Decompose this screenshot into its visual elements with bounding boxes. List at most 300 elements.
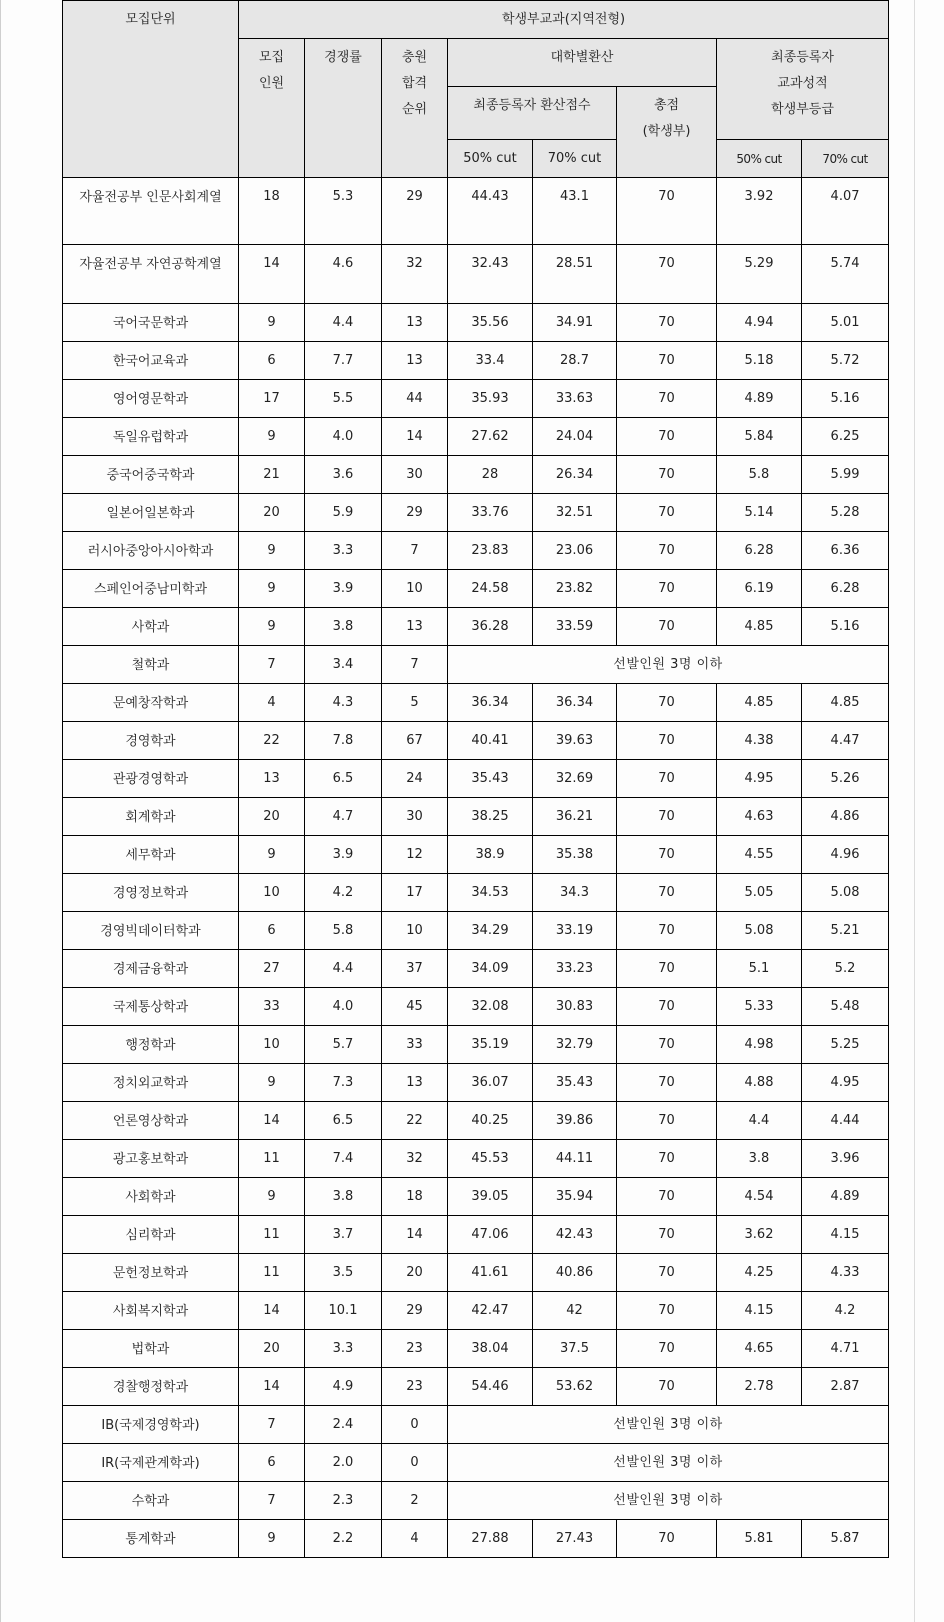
cell-total — [617, 1330, 717, 1368]
cell-total — [617, 418, 717, 456]
cell-total — [617, 684, 717, 722]
cell-dept — [63, 646, 239, 684]
cell-dept-text: IR(국제관계학과) — [101, 1456, 200, 1471]
cell-dept — [63, 1064, 239, 1102]
cell-c70 — [533, 1064, 617, 1102]
cell-comp — [305, 1330, 382, 1368]
cell-recruit-text: 14 — [263, 1113, 280, 1128]
table-row — [63, 245, 889, 304]
cell-dept-text: 자율전공부 자연공학계열 — [79, 257, 222, 272]
cell-c70-text: 42.43 — [555, 1227, 594, 1242]
cell-dept — [63, 1482, 239, 1520]
cell-comp-text: 5.7 — [332, 1037, 354, 1052]
cell-c70 — [533, 1330, 617, 1368]
cell-c50 — [448, 1026, 533, 1064]
cell-wait — [382, 1292, 448, 1330]
cell-c70-text: 39.86 — [555, 1113, 594, 1128]
cell-c50-text: 39.05 — [471, 1189, 509, 1204]
cell-c70-text: 32.69 — [555, 771, 594, 786]
cell-recruit — [239, 1178, 305, 1216]
cell-g50-text: 4.85 — [744, 695, 774, 710]
cell-c70 — [533, 722, 617, 760]
cell-recruit — [239, 1102, 305, 1140]
cell-g50-text: 6.28 — [744, 543, 774, 558]
cell-g70-text: 5.21 — [830, 923, 860, 938]
cell-recruit-text: 20 — [263, 809, 280, 824]
cell-g70 — [802, 608, 889, 646]
cell-g50-text: 5.81 — [744, 1531, 774, 1546]
admission-results-table — [62, 0, 889, 1558]
cell-recruit — [239, 456, 305, 494]
cell-c50-text: 47.06 — [471, 1227, 509, 1242]
cell-recruit — [239, 988, 305, 1026]
cell-c50 — [448, 532, 533, 570]
cell-comp-text: 7.8 — [332, 733, 354, 748]
cell-c70 — [533, 494, 617, 532]
cell-c50-text: 27.88 — [471, 1531, 509, 1546]
cell-recruit — [239, 1444, 305, 1482]
cell-wait — [382, 456, 448, 494]
cell-total — [617, 494, 717, 532]
cell-c70-text: 33.19 — [555, 923, 594, 938]
cell-comp — [305, 988, 382, 1026]
cell-g70-text: 6.25 — [830, 429, 860, 444]
cell-wait-text: 45 — [406, 999, 423, 1014]
cell-recruit-text: 9 — [267, 1075, 276, 1090]
cell-comp-text: 4.2 — [332, 885, 354, 900]
cell-wait — [382, 988, 448, 1026]
cell-comp — [305, 380, 382, 418]
cell-dept — [63, 874, 239, 912]
cell-dept-text: 사학과 — [131, 620, 170, 635]
cell-c70 — [533, 988, 617, 1026]
cell-wait — [382, 570, 448, 608]
cell-recruit — [239, 178, 305, 245]
cell-c70 — [533, 380, 617, 418]
page-left-border — [0, 0, 1, 1622]
cell-comp — [305, 245, 382, 304]
cell-c70 — [533, 684, 617, 722]
cell-comp-text: 3.3 — [332, 543, 354, 558]
cell-dept-text: 경제금융학과 — [112, 962, 189, 977]
cell-c70 — [533, 1254, 617, 1292]
cell-wait-text: 37 — [406, 961, 423, 976]
table-row — [63, 646, 889, 684]
cell-g50 — [717, 1178, 802, 1216]
cell-dept — [63, 1216, 239, 1254]
cell-c50-text: 33.76 — [471, 505, 509, 520]
cell-dept-text: 국제통상학과 — [112, 1000, 189, 1015]
cell-comp-text: 4.6 — [332, 256, 354, 271]
cell-wait-text: 30 — [406, 809, 423, 824]
cell-dept — [63, 1292, 239, 1330]
cell-comp — [305, 1520, 382, 1558]
cell-c50 — [448, 1102, 533, 1140]
cell-wait — [382, 532, 448, 570]
cell-c50 — [448, 1254, 533, 1292]
cell-recruit — [239, 1406, 305, 1444]
cell-wait — [382, 178, 448, 245]
cell-recruit-text: 9 — [267, 619, 276, 634]
cell-total-text: 70 — [658, 961, 675, 976]
cell-dept-text: 한국어교육과 — [112, 354, 189, 369]
cell-g50-text: 4.88 — [744, 1075, 774, 1090]
table-row — [63, 1254, 889, 1292]
cell-comp — [305, 1292, 382, 1330]
cell-c50 — [448, 1520, 533, 1558]
cell-g70-text: 5.87 — [830, 1531, 860, 1546]
cell-c70 — [533, 1178, 617, 1216]
cell-comp-text: 6.5 — [332, 1113, 354, 1128]
cell-c70 — [533, 1102, 617, 1140]
cell-comp — [305, 1216, 382, 1254]
cell-comp-text: 3.4 — [332, 657, 354, 672]
cell-wait-text: 20 — [406, 1265, 423, 1280]
cell-g70-text: 6.36 — [830, 543, 860, 558]
cell-wait — [382, 1406, 448, 1444]
cell-g70-text: 4.85 — [830, 695, 860, 710]
cell-c70 — [533, 1026, 617, 1064]
cell-g50-text: 5.29 — [744, 256, 774, 271]
cell-c50-text: 27.62 — [471, 429, 509, 444]
cell-dept — [63, 912, 239, 950]
cell-g70-text: 4.95 — [830, 1075, 860, 1090]
cell-g70-text: 5.72 — [830, 353, 860, 368]
cell-c70 — [533, 1520, 617, 1558]
cell-g50-text: 5.84 — [744, 429, 774, 444]
cell-c70-text: 26.34 — [555, 467, 594, 482]
cell-recruit-text: 6 — [267, 353, 276, 368]
cell-total — [617, 1178, 717, 1216]
cell-c70 — [533, 760, 617, 798]
cell-total-text: 70 — [658, 256, 675, 271]
cell-recruit-text: 6 — [267, 923, 276, 938]
table-row — [63, 1064, 889, 1102]
table-row — [63, 1444, 889, 1482]
cell-wait — [382, 1026, 448, 1064]
cell-c50 — [448, 1330, 533, 1368]
cell-c50 — [448, 988, 533, 1026]
cell-g50-text: 5.14 — [744, 505, 774, 520]
cell-dept — [63, 1026, 239, 1064]
cell-g70-text: 5.28 — [830, 505, 860, 520]
table-row — [63, 342, 889, 380]
cell-wait-text: 10 — [406, 923, 423, 938]
cell-g70-text: 5.2 — [834, 961, 856, 976]
cell-g70 — [802, 798, 889, 836]
cell-wait — [382, 836, 448, 874]
cell-g50 — [717, 304, 802, 342]
cell-g70 — [802, 1216, 889, 1254]
table-row — [63, 608, 889, 646]
cell-g50 — [717, 1140, 802, 1178]
cell-dept — [63, 304, 239, 342]
cell-recruit-text: 9 — [267, 543, 276, 558]
table-row — [63, 570, 889, 608]
header-unit: 모집단위 — [63, 1, 239, 178]
header-recruit: 모집 인원 — [239, 39, 305, 178]
cell-c50-text: 38.9 — [475, 847, 505, 862]
cell-wait-text: 23 — [406, 1341, 423, 1356]
table-row — [63, 1292, 889, 1330]
cell-g70 — [802, 532, 889, 570]
cell-c70 — [533, 912, 617, 950]
cell-wait — [382, 418, 448, 456]
cell-g50 — [717, 1292, 802, 1330]
cell-wait — [382, 646, 448, 684]
cell-c70 — [533, 1140, 617, 1178]
cell-comp-text: 2.0 — [332, 1455, 354, 1470]
table-row — [63, 178, 889, 245]
cell-comp-text: 4.0 — [332, 999, 354, 1014]
cell-dept-text: 자율전공부 인문사회계열 — [79, 190, 222, 205]
cell-comp-text: 4.3 — [332, 695, 354, 710]
cell-wait-text: 29 — [406, 505, 423, 520]
cell-recruit-text: 11 — [263, 1151, 280, 1166]
cell-recruit-text: 7 — [267, 1493, 276, 1508]
cell-c70 — [533, 304, 617, 342]
cell-g50 — [717, 342, 802, 380]
table-row — [63, 418, 889, 456]
cell-dept — [63, 1368, 239, 1406]
cell-c50-text: 44.43 — [471, 189, 509, 204]
cell-g50-text: 5.08 — [744, 923, 774, 938]
cell-wait-text: 13 — [406, 353, 423, 368]
cell-comp — [305, 608, 382, 646]
cell-c50-text: 34.29 — [471, 923, 509, 938]
cell-note-text: 선발인원 3명 이하 — [613, 1417, 723, 1432]
table-row — [63, 1520, 889, 1558]
table-header — [63, 1, 889, 178]
cell-g50 — [717, 760, 802, 798]
cell-comp-text: 2.3 — [332, 1493, 354, 1508]
cell-total — [617, 342, 717, 380]
cell-total — [617, 836, 717, 874]
cell-wait-text: 7 — [410, 543, 419, 558]
cell-g50-text: 3.62 — [744, 1227, 774, 1242]
cell-recruit — [239, 760, 305, 798]
cell-comp-text: 7.7 — [332, 353, 354, 368]
cell-wait-text: 17 — [406, 885, 423, 900]
cell-comp-text: 3.5 — [332, 1265, 354, 1280]
cell-g70 — [802, 1330, 889, 1368]
cell-c50 — [448, 570, 533, 608]
cell-total-text: 70 — [658, 885, 675, 900]
cell-c70-text: 36.34 — [555, 695, 594, 710]
cell-comp — [305, 1064, 382, 1102]
cell-dept-text: 문예창작학과 — [112, 696, 189, 711]
cell-c50 — [448, 950, 533, 988]
cell-c70-text: 32.79 — [555, 1037, 594, 1052]
cell-recruit — [239, 684, 305, 722]
cell-comp-text: 3.6 — [332, 467, 354, 482]
cell-comp — [305, 874, 382, 912]
cell-c50 — [448, 245, 533, 304]
cell-g70-text: 5.16 — [830, 391, 860, 406]
cell-wait — [382, 1368, 448, 1406]
cell-g70 — [802, 1140, 889, 1178]
cell-recruit-text: 7 — [267, 657, 276, 672]
cell-recruit — [239, 1482, 305, 1520]
cell-c50 — [448, 912, 533, 950]
cell-g70-text: 4.33 — [830, 1265, 860, 1280]
cell-wait — [382, 1330, 448, 1368]
cell-total — [617, 1292, 717, 1330]
cell-g70-text: 4.71 — [830, 1341, 860, 1356]
cell-recruit — [239, 912, 305, 950]
cell-wait-text: 10 — [406, 581, 423, 596]
cell-g70 — [802, 1064, 889, 1102]
cell-g50 — [717, 836, 802, 874]
cell-g70-text: 5.25 — [830, 1037, 860, 1052]
cell-total-text: 70 — [658, 1265, 675, 1280]
cell-wait-text: 30 — [406, 467, 423, 482]
cell-recruit — [239, 646, 305, 684]
cell-dept — [63, 722, 239, 760]
cell-dept-text: 스페인어중남미학과 — [93, 582, 208, 597]
cell-c50-text: 45.53 — [471, 1151, 509, 1166]
cell-dept — [63, 988, 239, 1026]
cell-comp — [305, 456, 382, 494]
cell-g50 — [717, 1064, 802, 1102]
cell-c50-text: 34.09 — [471, 961, 509, 976]
cell-recruit — [239, 950, 305, 988]
table-row — [63, 1178, 889, 1216]
cell-comp — [305, 836, 382, 874]
cell-wait-text: 24 — [406, 771, 423, 786]
cell-recruit-text: 9 — [267, 847, 276, 862]
cell-c50-text: 28 — [481, 467, 499, 482]
cell-dept-text: 세무학과 — [125, 848, 176, 863]
cell-dept-text: 국어국문학과 — [112, 316, 189, 331]
cell-comp — [305, 494, 382, 532]
cell-g50-text: 4.63 — [744, 809, 774, 824]
cell-comp — [305, 1368, 382, 1406]
cell-g50-text: 4.89 — [744, 391, 774, 406]
cell-total-text: 70 — [658, 847, 675, 862]
cell-c70-text: 28.51 — [555, 256, 594, 271]
cell-g70 — [802, 418, 889, 456]
cell-wait-text: 4 — [410, 1531, 419, 1546]
cell-g70-text: 4.86 — [830, 809, 860, 824]
cell-dept-text: 경찰행정학과 — [112, 1380, 189, 1395]
cell-g50-text: 5.8 — [748, 467, 770, 482]
cell-comp-text: 2.4 — [332, 1417, 354, 1432]
cell-total — [617, 950, 717, 988]
cell-g50-text: 4.38 — [744, 733, 774, 748]
cell-comp-text: 3.3 — [332, 1341, 354, 1356]
cell-g70 — [802, 722, 889, 760]
cell-c50-text: 33.4 — [475, 353, 505, 368]
cell-total-text: 70 — [658, 353, 675, 368]
cell-recruit-text: 9 — [267, 429, 276, 444]
cell-c70-text: 37.5 — [560, 1341, 589, 1356]
cell-recruit-text: 6 — [267, 1455, 276, 1470]
cell-g50 — [717, 418, 802, 456]
cell-note-text: 선발인원 3명 이하 — [613, 1493, 723, 1508]
cell-g70-text: 3.96 — [830, 1151, 860, 1166]
cell-wait — [382, 1482, 448, 1520]
cell-total-text: 70 — [658, 1341, 675, 1356]
cell-g70-text: 5.99 — [830, 467, 860, 482]
cell-comp-text: 7.3 — [332, 1075, 354, 1090]
cell-wait-text: 12 — [406, 847, 423, 862]
table-row — [63, 1482, 889, 1520]
cell-recruit-text: 27 — [263, 961, 280, 976]
cell-dept — [63, 380, 239, 418]
cell-dept-text: 수학과 — [131, 1494, 170, 1509]
cell-c70-text: 34.91 — [555, 315, 594, 330]
cell-total-text: 70 — [658, 999, 675, 1014]
cell-g70 — [802, 342, 889, 380]
cell-total — [617, 178, 717, 245]
cell-comp — [305, 304, 382, 342]
cell-c70-text: 30.83 — [555, 999, 594, 1014]
cell-c50-text: 38.04 — [471, 1341, 509, 1356]
cell-wait — [382, 760, 448, 798]
cell-c50 — [448, 608, 533, 646]
cell-total — [617, 760, 717, 798]
cell-wait-text: 2 — [410, 1493, 419, 1508]
cell-wait — [382, 1216, 448, 1254]
cell-wait — [382, 245, 448, 304]
cell-dept-text: 언론영상학과 — [112, 1114, 189, 1129]
cell-comp — [305, 570, 382, 608]
cell-total — [617, 722, 717, 760]
cell-comp — [305, 342, 382, 380]
cell-wait-text: 13 — [406, 1075, 423, 1090]
cell-comp-text: 4.7 — [332, 809, 354, 824]
cell-dept-text: 독일유럽학과 — [112, 430, 189, 445]
cell-total-text: 70 — [658, 543, 675, 558]
cell-recruit-text: 33 — [263, 999, 280, 1014]
cell-dept-text: 중국어중국학과 — [106, 468, 195, 483]
cell-wait — [382, 1254, 448, 1292]
table-row — [63, 494, 889, 532]
cell-g70-text: 6.28 — [830, 581, 860, 596]
cell-g50 — [717, 1102, 802, 1140]
cell-dept — [63, 342, 239, 380]
cell-dept-text: 광고홍보학과 — [112, 1152, 189, 1167]
cell-g50 — [717, 380, 802, 418]
cell-g70 — [802, 760, 889, 798]
header-grade-70: 70% cut — [802, 140, 889, 178]
cell-dept — [63, 1254, 239, 1292]
cell-c70-text: 43.1 — [560, 189, 589, 204]
cell-comp-text: 7.4 — [332, 1151, 354, 1166]
cell-g50-text: 4.95 — [744, 771, 774, 786]
cell-c70-text: 32.51 — [555, 505, 594, 520]
cell-wait-text: 23 — [406, 1379, 423, 1394]
cell-c70 — [533, 950, 617, 988]
cell-comp-text: 3.7 — [332, 1227, 354, 1242]
cell-g70 — [802, 836, 889, 874]
cell-recruit-text: 9 — [267, 1531, 276, 1546]
cell-g50-text: 4.15 — [744, 1303, 774, 1318]
cell-g50 — [717, 532, 802, 570]
cell-wait — [382, 494, 448, 532]
cell-recruit — [239, 245, 305, 304]
cell-g70 — [802, 380, 889, 418]
cell-wait — [382, 1520, 448, 1558]
cell-c70-text: 33.23 — [555, 961, 594, 976]
cell-total — [617, 570, 717, 608]
cell-g50 — [717, 1254, 802, 1292]
cell-g50-text: 4.94 — [744, 315, 774, 330]
cell-c50 — [448, 342, 533, 380]
cell-c70-text: 35.43 — [555, 1075, 594, 1090]
cell-comp-text: 4.4 — [332, 961, 354, 976]
